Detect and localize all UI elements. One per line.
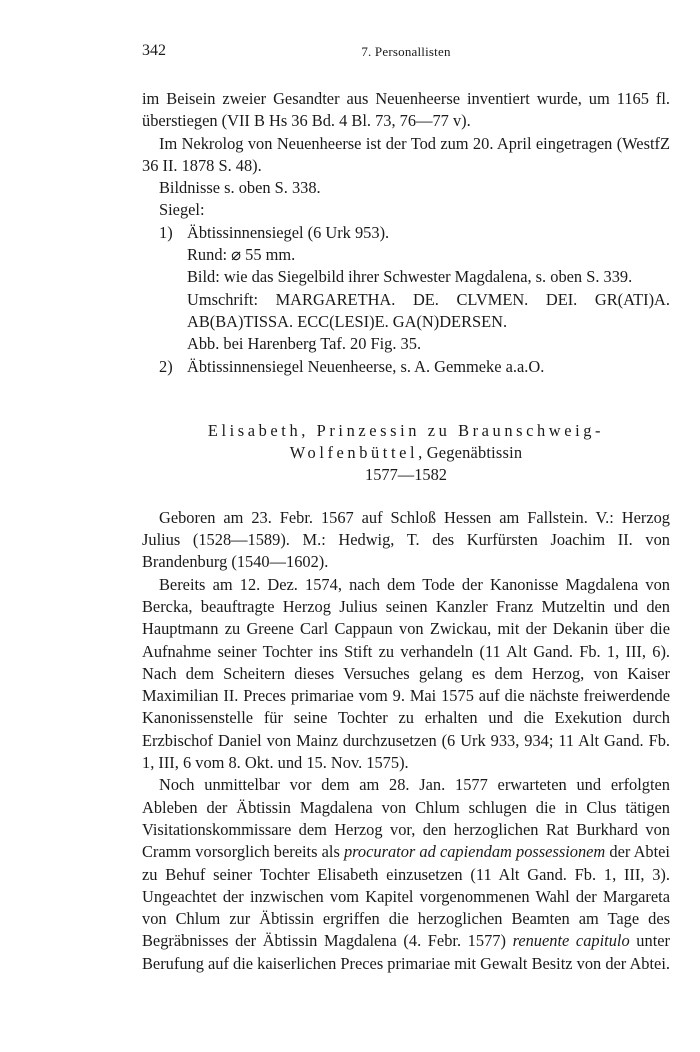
text-run: Noch unmittelbar vor dem am 28. Jan. 1577 erwarteten und erfolgten Ableben der Äbtissin Magdalena von Chlum schlugen die in Clus tätigen Visitationskommissare dem Herzog vor, den herzoglichen Rat Burkhard von Cramm vorsorglich bereits als bbox=[142, 775, 670, 862]
paragraph-succession bbox=[142, 774, 670, 975]
section-name-line-2 bbox=[142, 442, 670, 464]
paragraph-birth: Geboren am 23. Febr. 1567 auf Schloß Hessen am Fallstein. V.: Herzog Julius (1528—1589). M.: Hedwig, T. des Kurfürsten Joachim II. von Brandenburg (1540—1602). bbox=[142, 507, 670, 572]
paragraph-necrology: Im Nekrolog von Neuenheerse ist der Tod zum 20. April eingetragen (WestfZ 36 II. 1878 S. 48). bbox=[142, 133, 670, 175]
text-run: unter Berufung auf die kaiserlichen Preces primariae mit Gewalt Besitz von der Abtei. bbox=[142, 931, 670, 973]
latin-phrase: procurator ad capiendam possessionem bbox=[343, 842, 606, 862]
paragraph-admission: Bereits am 12. Dez. 1574, nach dem Tode der Kanonisse Magdalena von Bercka, beauftragte Herzog Julius seinen Kanzler Franz Mutzeltin und den Hauptmann zu Greene Carl Cappaun von Zwickau, mit der Dekanin über die Aufnahme seiner Tochter ins Stift zu verhandeln (11 Alt Gand. Fb. 1, III, 6). Nach dem Scheitern dieses Versuches gelang es dem Herzog, von Kaiser Maximilian II. Preces primariae vom 9. Mai 1575 auf die nächste freiwerdende Kanonissenstelle für seine Tochter zu erhalten und die Exekution durch Erzbischof Daniel von Mainz durchzusetzen (6 Urk 933, 934; 11 Alt Gand. Fb. 1, III, 6 vom 8. Okt. und 15. Nov. 1575). bbox=[142, 574, 670, 773]
portraits-note: Bildnisse s. oben S. 338. bbox=[159, 178, 321, 198]
page-header bbox=[142, 40, 670, 62]
seal-detail-size: Rund: ⌀ 55 mm. bbox=[187, 245, 296, 265]
section-name-continued: Wolfenbüttel bbox=[289, 443, 419, 463]
section-name: Elisabeth, Prinzessin zu Braunschweig- bbox=[207, 420, 605, 440]
running-head: 7. Personallisten bbox=[361, 44, 451, 59]
seal-detail-image: Bild: wie das Siegelbild ihrer Schwester Magdalena, s. oben S. 339. bbox=[187, 267, 633, 287]
seal-item-1 bbox=[159, 222, 670, 244]
seals-heading: Siegel: bbox=[159, 200, 205, 220]
text-run: der Abtei zu Behuf seiner Tochter Elisabeth einzusetzen (11 Alt Gand. Fb. 1, III, 3). Ungeachtet der inzwischen vom Kapitel vorgenommenen Wahl der Margareta von Chlum zur Äbtissin ergriffen die herzoglichen Beamten am Tage des Begräbnisses der Äbtissin Magdalena (4. Febr. 1577) bbox=[142, 842, 670, 951]
latin-phrase: renuente capitulo bbox=[512, 931, 630, 951]
section-years: 1577—1582 bbox=[365, 465, 447, 485]
seal-number: 2) bbox=[159, 356, 173, 376]
seal-detail-illustration: Abb. bei Harenberg Taf. 20 Fig. 35. bbox=[187, 334, 422, 354]
paragraph-continuation: im Beisein zweier Gesandter aus Neuenheerse inventiert wurde, um 1165 fl. überstiegen (VII B Hs 36 Bd. 4 Bl. 73, 76—77 v). bbox=[142, 89, 670, 131]
seal-detail-inscription: Umschrift: MARGARETHA. DE. CLVMEN. DEI. GR(ATI)A. AB(BA)TISSA. ECC(LESI)E. GA(N)DERSEN. bbox=[187, 289, 670, 331]
seal-number: 1) bbox=[159, 222, 173, 242]
page-number: 342 bbox=[142, 42, 166, 59]
section-role: , Gegenäbtissin bbox=[418, 443, 523, 463]
seal-item-2 bbox=[159, 356, 670, 378]
document-page bbox=[142, 40, 670, 975]
section-heading bbox=[142, 420, 670, 487]
seal-title: Äbtissinnensiegel Neuenheerse, s. A. Gemmeke a.a.O. bbox=[187, 356, 545, 376]
seal-title: Äbtissinnensiegel (6 Urk 953). bbox=[187, 222, 390, 242]
